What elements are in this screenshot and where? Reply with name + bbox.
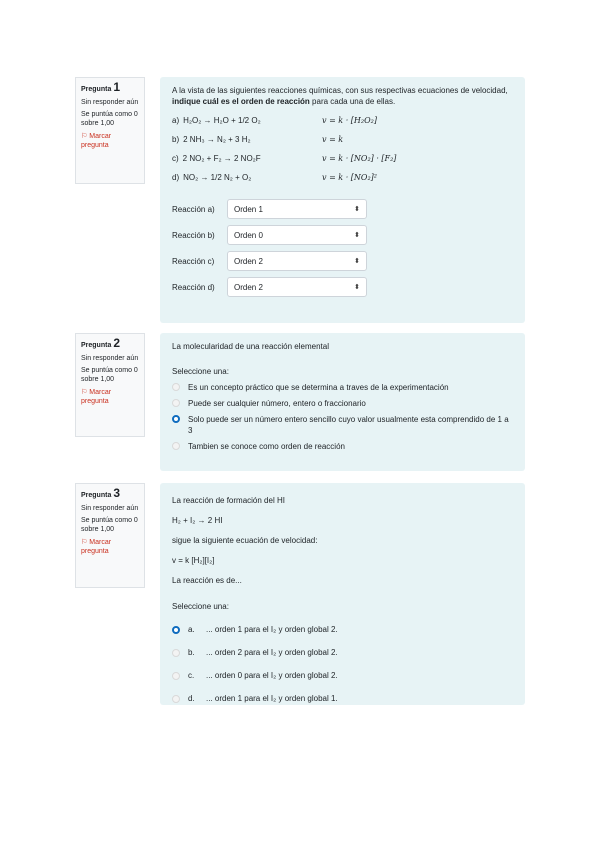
question-3-content bbox=[160, 483, 525, 705]
question-3-line-1: La reacción de formación del HI bbox=[172, 496, 285, 505]
question-2-options bbox=[172, 382, 513, 452]
reaction-row bbox=[172, 153, 513, 164]
question-3-line-5: La reacción es de... bbox=[172, 576, 242, 585]
select-value: Orden 1 bbox=[234, 204, 263, 214]
reaction-equation: NO₂ → 1/2 N₂ + O₂ bbox=[183, 173, 252, 182]
radio-button[interactable] bbox=[172, 415, 180, 423]
radio-button[interactable] bbox=[172, 442, 180, 450]
select-one-label: Seleccione una: bbox=[172, 602, 229, 611]
rate-equation: v = k · [H₂O₂] bbox=[322, 116, 377, 125]
answer-option[interactable] bbox=[172, 414, 513, 436]
question-2-number: 2 bbox=[113, 336, 121, 350]
reaction bbox=[172, 134, 322, 145]
radio-button[interactable] bbox=[172, 672, 180, 680]
radio-button[interactable] bbox=[172, 399, 180, 407]
question-1-status: Sin responder aún bbox=[81, 99, 139, 106]
option-text: Es un concepto práctico que se determina a traves de la experimentación bbox=[188, 383, 449, 392]
select-row bbox=[172, 225, 513, 245]
option-text: ... orden 0 para el I₂ y orden global 2. bbox=[206, 671, 338, 680]
flag-icon: ⚐ bbox=[81, 133, 88, 140]
answer-option[interactable] bbox=[172, 643, 513, 663]
radio-button[interactable] bbox=[172, 695, 180, 703]
question-2-flag[interactable]: ⚐ Marcar pregunta bbox=[81, 389, 112, 405]
question-3-number: 3 bbox=[113, 486, 121, 500]
radio-button[interactable] bbox=[172, 383, 180, 391]
option-text: Tambien se conoce como orden de reacción bbox=[188, 442, 345, 451]
question-3-line-2: H₂ + I₂ → 2 HI bbox=[172, 516, 223, 525]
question-1-flag[interactable]: ⚐ Marcar pregunta bbox=[81, 133, 112, 149]
select-row bbox=[172, 199, 513, 219]
radio-button[interactable] bbox=[172, 649, 180, 657]
reaction-label: b) bbox=[172, 135, 180, 144]
question-2-status: Sin responder aún bbox=[81, 355, 139, 362]
question-1-number: 1 bbox=[113, 80, 121, 94]
question-2-title: Pregunta 2 bbox=[81, 336, 121, 350]
select-value: Orden 2 bbox=[234, 256, 263, 266]
option-text: ... orden 1 para el I₂ y orden global 1. bbox=[206, 694, 338, 703]
question-3-title: Pregunta 3 bbox=[81, 486, 121, 500]
option-letter: b. bbox=[188, 648, 195, 657]
select-label: Reacción c) bbox=[172, 256, 215, 266]
reaction bbox=[172, 153, 322, 164]
question-3-flag[interactable]: ⚐ Marcar pregunta bbox=[81, 539, 112, 555]
rate-equation: v = k · [NO₂] · [F₂] bbox=[322, 154, 397, 163]
order-select[interactable] bbox=[227, 199, 367, 219]
question-3-line-3: sigue la siguiente ecuación de velocidad: bbox=[172, 536, 318, 545]
option-text: Solo puede ser un número entero sencillo cuyo valor usualmente esta comprendido de 1 a 3 bbox=[188, 415, 509, 435]
question-1-info bbox=[75, 77, 145, 184]
select-one-label: Seleccione una: bbox=[172, 367, 229, 376]
radio-button[interactable] bbox=[172, 626, 180, 634]
question-3-score: Se puntúa como 0 sobre 1,00 bbox=[81, 517, 138, 533]
question-3-status: Sin responder aún bbox=[81, 505, 139, 512]
reaction-equation: 2 NO₂ + F₂ → 2 NO₂F bbox=[182, 154, 261, 163]
option-letter: a. bbox=[188, 625, 195, 634]
question-1-text: A la vista de las siguientes reacciones químicas, con sus respectivas ecuaciones de velocidad, indique cuál es el orden de reacción para cada una de ellas. bbox=[172, 86, 508, 106]
select-arrow-icon: ⬍ bbox=[354, 283, 360, 291]
option-letter: c. bbox=[188, 671, 195, 680]
question-1-score: Se puntúa como 0 sobre 1,00 bbox=[81, 111, 138, 127]
option-text: ... orden 1 para el I₂ y orden global 2. bbox=[206, 625, 338, 634]
option-text: ... orden 2 para el I₂ y orden global 2. bbox=[206, 648, 338, 657]
select-row bbox=[172, 251, 513, 271]
option-text: Puede ser cualquier número, entero o fraccionario bbox=[188, 399, 366, 408]
reaction-list bbox=[172, 115, 513, 183]
reaction bbox=[172, 115, 322, 126]
question-2-text: La molecularidad de una reacción elemental bbox=[172, 342, 329, 351]
question-2-content bbox=[160, 333, 525, 471]
question-2-info bbox=[75, 333, 145, 437]
rate-equation: v = k · [NO₂]² bbox=[322, 173, 377, 182]
question-3-options bbox=[172, 620, 513, 709]
answer-selects bbox=[172, 199, 513, 297]
select-value: Orden 0 bbox=[234, 230, 263, 240]
reaction-label: d) bbox=[172, 173, 180, 182]
order-select[interactable] bbox=[227, 225, 367, 245]
question-2-score: Se puntúa como 0 sobre 1,00 bbox=[81, 367, 138, 383]
reaction-equation: H₂O₂ → H₂O + 1/2 O₂ bbox=[183, 116, 261, 125]
select-label: Reacción b) bbox=[172, 230, 215, 240]
reaction-row bbox=[172, 172, 513, 183]
select-row bbox=[172, 277, 513, 297]
select-value: Orden 2 bbox=[234, 282, 263, 292]
question-3-line-4: v = k [H₂][I₂] bbox=[172, 556, 215, 565]
answer-option[interactable] bbox=[172, 398, 513, 409]
answer-option[interactable] bbox=[172, 689, 513, 709]
flag-icon: ⚐ bbox=[81, 539, 88, 546]
reaction-row bbox=[172, 134, 513, 145]
flag-icon: ⚐ bbox=[81, 389, 88, 396]
select-arrow-icon: ⬍ bbox=[354, 257, 360, 265]
select-arrow-icon: ⬍ bbox=[354, 231, 360, 239]
reaction-label: c) bbox=[172, 154, 179, 163]
question-3-info bbox=[75, 483, 145, 588]
reaction-label: a) bbox=[172, 116, 180, 125]
reaction bbox=[172, 172, 322, 183]
reaction-equation: 2 NH₃ → N₂ + 3 H₂ bbox=[183, 135, 251, 144]
select-arrow-icon: ⬍ bbox=[354, 205, 360, 213]
answer-option[interactable] bbox=[172, 441, 513, 452]
answer-option[interactable] bbox=[172, 382, 513, 393]
order-select[interactable] bbox=[227, 277, 367, 297]
reaction-row bbox=[172, 115, 513, 126]
order-select[interactable] bbox=[227, 251, 367, 271]
option-letter: d. bbox=[188, 694, 195, 703]
answer-option[interactable] bbox=[172, 666, 513, 686]
select-label: Reacción a) bbox=[172, 204, 215, 214]
question-1-title: Pregunta 1 bbox=[81, 80, 121, 94]
answer-option[interactable] bbox=[172, 620, 513, 640]
question-1-content bbox=[160, 77, 525, 323]
select-label: Reacción d) bbox=[172, 282, 215, 292]
rate-equation: v = k bbox=[322, 135, 344, 144]
